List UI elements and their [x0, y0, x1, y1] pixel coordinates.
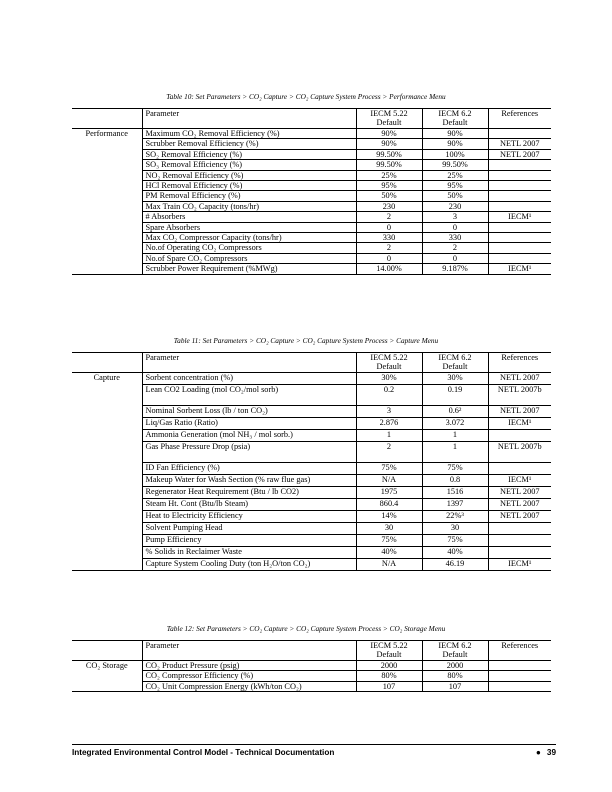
table-row — [72, 442, 551, 463]
table-12-caption: Table 12: Set Parameters > CO₂ Capture > CO₂ Capture System Process > CO₂ Storage Menu — [166, 624, 446, 633]
iecm-5-22-value: 0 — [356, 222, 422, 232]
parameter-cell: PM Removal Efficiency (%) — [142, 191, 356, 201]
table-10 — [72, 108, 551, 275]
iecm-5-22-value: 2 — [356, 212, 422, 222]
parameter-cell: Capture System Cooling Duty (ton H₂O/ton CO₂) — [142, 559, 356, 571]
table-row — [72, 487, 551, 499]
iecm-6-2-value: 75% — [422, 463, 488, 475]
parameter-cell: Sorbent concentration (%) — [142, 373, 356, 385]
footer-rule — [72, 744, 556, 745]
table-row — [72, 681, 551, 691]
parameter-cell: No.of Spare CO₂ Compressors — [142, 253, 356, 263]
column-header-iecm-6-2: IECM 6.2 Default — [422, 641, 488, 661]
reference-cell — [488, 681, 551, 691]
iecm-5-22-value: 230 — [356, 201, 422, 211]
parameter-cell: NO₂ Removal Efficiency (%) — [142, 170, 356, 180]
table-row — [72, 373, 551, 385]
iecm-5-22-value: 107 — [356, 681, 422, 691]
parameter-cell: Regenerator Heat Requirement (Btu / lb CO2) — [142, 487, 356, 499]
reference-cell — [488, 191, 551, 201]
iecm-5-22-value: 3 — [356, 406, 422, 418]
section-header-cell — [72, 109, 142, 129]
iecm-6-2-value: 75% — [422, 535, 488, 547]
reference-cell — [488, 253, 551, 263]
parameter-cell: Steam Ht. Cont (Btu/lb Steam) — [142, 499, 356, 511]
column-header-references: References — [488, 641, 551, 661]
table-row — [72, 463, 551, 475]
parameter-cell: Max Train CO₂ Capacity (tons/hr) — [142, 201, 356, 211]
iecm-5-22-value: 99.50% — [356, 160, 422, 170]
iecm-6-2-value: 40% — [422, 547, 488, 559]
table-row — [72, 149, 551, 159]
reference-cell: IECM¹ — [488, 264, 551, 274]
iecm-5-22-value: 30% — [356, 373, 422, 385]
section-header-cell — [72, 353, 142, 373]
parameter-cell: Nominal Sorbent Loss (lb / ton CO₂) — [142, 406, 356, 418]
table-row — [72, 181, 551, 191]
table-header-row — [72, 641, 551, 661]
parameter-cell: Pump Efficiency — [142, 535, 356, 547]
iecm-6-2-value: 0.8 — [422, 475, 488, 487]
iecm-5-22-value: 860.4 — [356, 499, 422, 511]
table-row — [72, 430, 551, 442]
parameter-cell: SO₃ Removal Efficiency (%) — [142, 160, 356, 170]
reference-cell: NETL 2007 — [488, 139, 551, 149]
table-row — [72, 201, 551, 211]
column-header-references: References — [488, 109, 551, 129]
page-number: 39 — [546, 748, 556, 757]
table-row — [72, 385, 551, 406]
parameter-cell: SO₂ Removal Efficiency (%) — [142, 149, 356, 159]
table-row — [72, 160, 551, 170]
column-header-parameter: Parameter — [142, 641, 356, 661]
table-header-row — [72, 109, 551, 129]
iecm-6-2-value: 0 — [422, 222, 488, 232]
iecm-6-2-value: 50% — [422, 191, 488, 201]
iecm-6-2-value: 30 — [422, 523, 488, 535]
table-row — [72, 212, 551, 222]
reference-cell: NETL 2007 — [488, 406, 551, 418]
column-header-iecm-5-22: IECM 5.22 Default — [356, 353, 422, 373]
parameter-cell: Lean CO2 Loading (mol CO₂/mol sorb) — [142, 385, 356, 406]
table-row — [72, 222, 551, 232]
iecm-6-2-value: 0 — [422, 253, 488, 263]
reference-cell — [488, 661, 551, 671]
reference-cell: IECM¹ — [488, 418, 551, 430]
parameter-cell: Maximum CO₂ Removal Efficiency (%) — [142, 129, 356, 139]
iecm-5-22-value: 50% — [356, 191, 422, 201]
table-row — [72, 253, 551, 263]
table-row — [72, 243, 551, 253]
table-row — [72, 233, 551, 243]
iecm-6-2-value: 25% — [422, 170, 488, 180]
iecm-5-22-value: 40% — [356, 547, 422, 559]
reference-cell: NETL 2007 — [488, 511, 551, 523]
parameter-cell: Solvent Pumping Head — [142, 523, 356, 535]
parameter-cell: Makeup Water for Wash Section (% raw flue gas) — [142, 475, 356, 487]
table-row — [72, 418, 551, 430]
iecm-5-22-value: 2 — [356, 442, 422, 463]
parameter-cell: Scrubber Removal Efficiency (%) — [142, 139, 356, 149]
column-header-references: References — [488, 353, 551, 373]
iecm-6-2-value: 80% — [422, 671, 488, 681]
iecm-5-22-value: 25% — [356, 170, 422, 180]
reference-cell: NETL 2007 — [488, 373, 551, 385]
parameter-cell: Liq/Gas Ratio (Ratio) — [142, 418, 356, 430]
iecm-5-22-value: 30 — [356, 523, 422, 535]
column-header-iecm-6-2: IECM 6.2 Default — [422, 353, 488, 373]
table-row — [72, 661, 551, 671]
table-row — [72, 535, 551, 547]
iecm-5-22-value: N/A — [356, 475, 422, 487]
iecm-5-22-value: 90% — [356, 139, 422, 149]
reference-cell — [488, 463, 551, 475]
iecm-5-22-value: 75% — [356, 535, 422, 547]
parameter-cell: No.of Operating CO₂ Compressors — [142, 243, 356, 253]
parameter-cell: Ammonia Generation (mol NH₃ / mol sorb.) — [142, 430, 356, 442]
table-row — [72, 129, 551, 139]
reference-cell: IECM¹ — [488, 212, 551, 222]
reference-cell — [488, 129, 551, 139]
reference-cell — [488, 181, 551, 191]
parameter-cell: Gas Phase Pressure Drop (psia) — [142, 442, 356, 463]
parameter-cell: Spare Absorbers — [142, 222, 356, 232]
section-label: CO₂ Storage — [72, 661, 142, 692]
reference-cell: NETL 2007 — [488, 487, 551, 499]
reference-cell — [488, 201, 551, 211]
reference-cell — [488, 671, 551, 681]
iecm-6-2-value: 100% — [422, 149, 488, 159]
column-header-parameter: Parameter — [142, 353, 356, 373]
parameter-cell: # Absorbers — [142, 212, 356, 222]
iecm-6-2-value: 99.50% — [422, 160, 488, 170]
reference-cell — [488, 535, 551, 547]
footer-page-number — [536, 748, 556, 757]
iecm-5-22-value: 99.50% — [356, 149, 422, 159]
iecm-6-2-value: 3 — [422, 212, 488, 222]
reference-cell — [488, 170, 551, 180]
parameter-cell: % Solids in Reclaimer Waste — [142, 547, 356, 559]
table-row — [72, 264, 551, 274]
section-label: Performance — [72, 129, 142, 275]
parameter-cell: Max CO₂ Compressor Capacity (tons/hr) — [142, 233, 356, 243]
iecm-6-2-value: 2 — [422, 243, 488, 253]
parameter-cell: ID Fan Efficiency (%) — [142, 463, 356, 475]
iecm-5-22-value: 2000 — [356, 661, 422, 671]
column-header-iecm-5-22: IECM 5.22 Default — [356, 641, 422, 661]
iecm-6-2-value: 95% — [422, 181, 488, 191]
iecm-5-22-value: 0 — [356, 253, 422, 263]
reference-cell — [488, 222, 551, 232]
iecm-6-2-value: 1 — [422, 442, 488, 463]
iecm-6-2-value: 90% — [422, 129, 488, 139]
reference-cell: IECM¹ — [488, 475, 551, 487]
iecm-5-22-value: 75% — [356, 463, 422, 475]
reference-cell — [488, 430, 551, 442]
iecm-6-2-value: 330 — [422, 233, 488, 243]
iecm-6-2-value: 0.19 — [422, 385, 488, 406]
iecm-6-2-value: 1 — [422, 430, 488, 442]
table-12 — [72, 640, 551, 692]
table-row — [72, 499, 551, 511]
table-row — [72, 406, 551, 418]
reference-cell — [488, 523, 551, 535]
iecm-5-22-value: 80% — [356, 671, 422, 681]
iecm-6-2-value: 22%³ — [422, 511, 488, 523]
iecm-6-2-value: 107 — [422, 681, 488, 691]
iecm-6-2-value: 230 — [422, 201, 488, 211]
table-row — [72, 170, 551, 180]
table-row — [72, 523, 551, 535]
table-row — [72, 191, 551, 201]
iecm-5-22-value: N/A — [356, 559, 422, 571]
reference-cell — [488, 243, 551, 253]
parameter-cell: CO₂ Compressor Efficiency (%) — [142, 671, 356, 681]
table-row — [72, 547, 551, 559]
iecm-5-22-value: 14.00% — [356, 264, 422, 274]
iecm-5-22-value: 0.2 — [356, 385, 422, 406]
iecm-6-2-value: 1516 — [422, 487, 488, 499]
reference-cell: NETL 2007b — [488, 442, 551, 463]
iecm-6-2-value: 0.6² — [422, 406, 488, 418]
section-label: Capture — [72, 373, 142, 571]
table-11 — [72, 352, 551, 571]
section-header-cell — [72, 641, 142, 661]
parameter-cell: Scrubber Power Requirement (%MWg) — [142, 264, 356, 274]
parameter-cell: HCl Removal Efficiency (%) — [142, 181, 356, 191]
table-row — [72, 139, 551, 149]
table-row — [72, 511, 551, 523]
reference-cell: IECM¹ — [488, 559, 551, 571]
iecm-6-2-value: 1397 — [422, 499, 488, 511]
column-header-parameter: Parameter — [142, 109, 356, 129]
iecm-5-22-value: 1 — [356, 430, 422, 442]
table-row — [72, 671, 551, 681]
parameter-cell: CO₂ Product Pressure (psig) — [142, 661, 356, 671]
table-header-row — [72, 353, 551, 373]
iecm-5-22-value: 2 — [356, 243, 422, 253]
reference-cell: NETL 2007 — [488, 499, 551, 511]
iecm-5-22-value: 95% — [356, 181, 422, 191]
parameter-cell: CO₂ Unit Compression Energy (kWh/ton CO₂) — [142, 681, 356, 691]
iecm-5-22-value: 14% — [356, 511, 422, 523]
iecm-6-2-value: 2000 — [422, 661, 488, 671]
table-row — [72, 475, 551, 487]
iecm-5-22-value: 2.876 — [356, 418, 422, 430]
column-header-iecm-5-22: IECM 5.22 Default — [356, 109, 422, 129]
iecm-6-2-value: 46.19 — [422, 559, 488, 571]
table-11-caption: Table 11: Set Parameters > CO₂ Capture > CO₂ Capture System Process > Capture Menu — [173, 336, 439, 345]
reference-cell: NETL 2007 — [488, 149, 551, 159]
reference-cell — [488, 233, 551, 243]
iecm-5-22-value: 1975 — [356, 487, 422, 499]
iecm-6-2-value: 3.072 — [422, 418, 488, 430]
column-header-iecm-6-2: IECM 6.2 Default — [422, 109, 488, 129]
footer-bullet: ● — [535, 748, 541, 757]
table-10-caption: Table 10: Set Parameters > CO₂ Capture > CO₂ Capture System Process > Performance Menu — [166, 92, 446, 101]
iecm-5-22-value: 330 — [356, 233, 422, 243]
reference-cell — [488, 160, 551, 170]
table-row — [72, 559, 551, 571]
iecm-6-2-value: 90% — [422, 139, 488, 149]
reference-cell — [488, 547, 551, 559]
footer-title: Integrated Environmental Control Model - Technical Documentation — [72, 748, 335, 757]
iecm-6-2-value: 30% — [422, 373, 488, 385]
parameter-cell: Heat to Electricity Efficiency — [142, 511, 356, 523]
iecm-6-2-value: 9.187% — [422, 264, 488, 274]
reference-cell: NETL 2007b — [488, 385, 551, 406]
iecm-5-22-value: 90% — [356, 129, 422, 139]
